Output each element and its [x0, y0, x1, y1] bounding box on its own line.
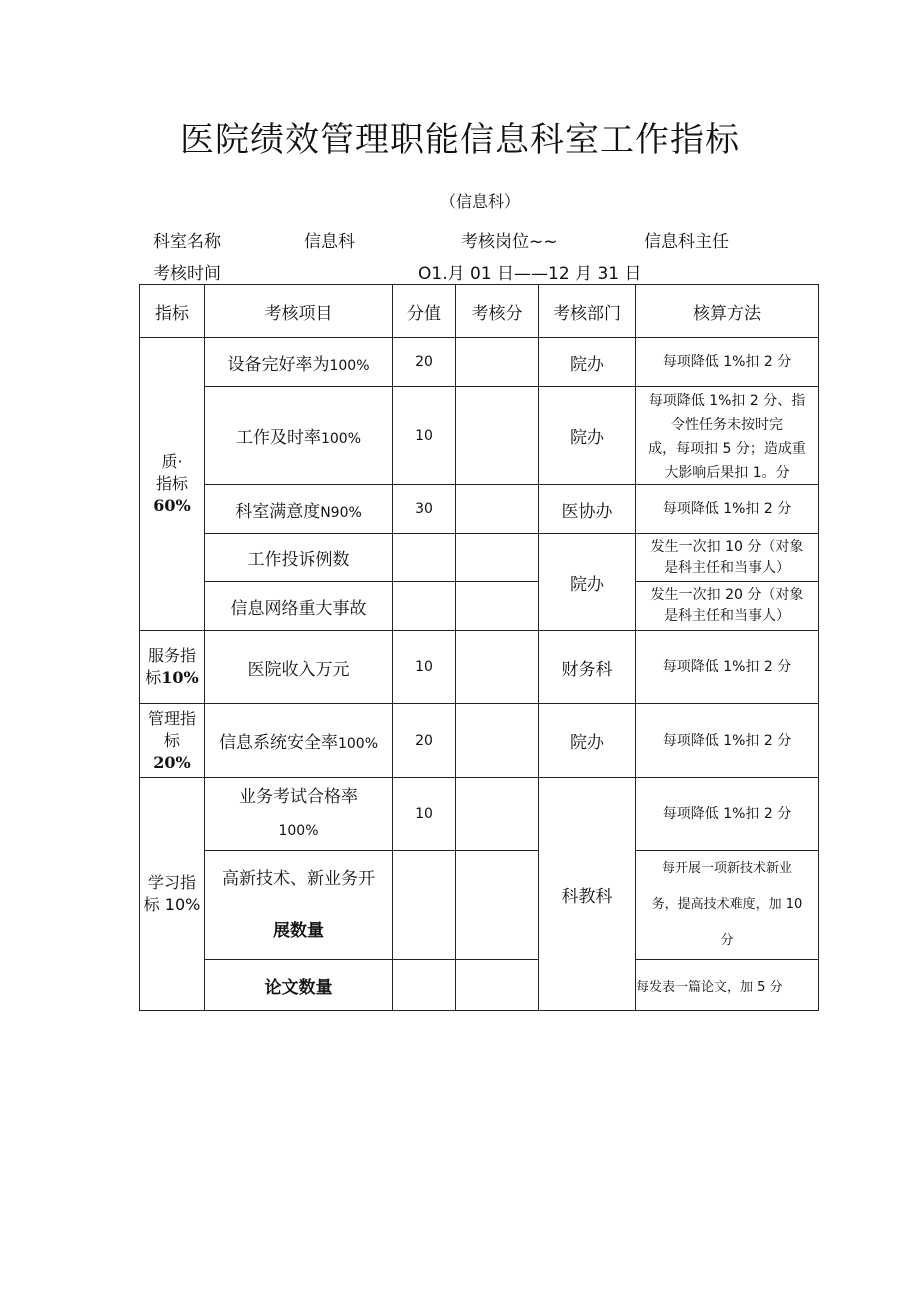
- table-row: [140, 387, 819, 485]
- assessed-score-cell[interactable]: [456, 534, 539, 582]
- item-cell: 工作及时率100%: [205, 387, 393, 485]
- table-row: [140, 960, 819, 1011]
- category-quality-line1: 质·: [161, 452, 183, 471]
- score-cell: [393, 582, 456, 631]
- dept-cell: 医协办: [539, 485, 636, 534]
- dept-cell: 院办: [539, 387, 636, 485]
- dept-name-value: 信息科: [304, 232, 355, 252]
- category-quality-line2: 指标: [155, 474, 188, 493]
- category-management-pct: 20%: [153, 752, 191, 772]
- page-subtitle: （信息科）: [439, 192, 520, 211]
- assessed-score-cell[interactable]: [456, 338, 539, 387]
- header-score: 分值: [393, 285, 456, 338]
- header-indicator: 指标: [140, 285, 205, 338]
- dept-cell: 院办: [539, 338, 636, 387]
- assessed-score-cell[interactable]: [456, 960, 539, 1011]
- score-cell: 30: [393, 485, 456, 534]
- table-row: [140, 631, 819, 704]
- time-label: 考核时间: [153, 264, 221, 284]
- item-cell: 设备完好率为100%: [205, 338, 393, 387]
- table-row: [140, 582, 819, 631]
- method-cell: 发生一次扣 10 分（对象 是科主任和当事人）: [636, 534, 819, 582]
- score-cell: 10: [393, 778, 456, 851]
- assessed-score-cell[interactable]: [456, 704, 539, 778]
- dept-cell: 院办: [539, 534, 636, 631]
- assessed-score-cell[interactable]: [456, 387, 539, 485]
- item-cell: 论文数量: [205, 960, 393, 1011]
- table-row: [140, 534, 819, 582]
- table-row: [140, 778, 819, 851]
- assessed-score-cell[interactable]: [456, 582, 539, 631]
- category-quality-pct: 60%: [153, 496, 191, 515]
- dept-name-label: 科室名称: [153, 232, 221, 252]
- dept-cell: 科教科: [539, 778, 636, 1011]
- header-item: 考核项目: [205, 285, 393, 338]
- method-cell: 每发表一篇论文，加 5 分: [636, 960, 819, 1011]
- item-cell: 信息网络重大事故: [205, 582, 393, 631]
- method-cell: 每项降低 1%扣 2 分: [636, 338, 819, 387]
- score-cell: 10: [393, 387, 456, 485]
- post-value: 信息科主任: [644, 232, 729, 252]
- item-cell: 高新技术、新业务开 展数量: [205, 851, 393, 960]
- score-cell: 20: [393, 704, 456, 778]
- dept-cell: 财务科: [539, 631, 636, 704]
- header-dept: 考核部门: [539, 285, 636, 338]
- item-cell: 科室满意度N90%: [205, 485, 393, 534]
- assessed-score-cell[interactable]: [456, 778, 539, 851]
- post-label: 考核岗位~~: [461, 232, 558, 252]
- table-row: [140, 338, 819, 387]
- category-learning-line2: 标 10%: [143, 895, 201, 914]
- method-cell: 每项降低 1%扣 2 分: [636, 485, 819, 534]
- assessed-score-cell[interactable]: [456, 851, 539, 960]
- score-cell: 20: [393, 338, 456, 387]
- method-cell: 每项降低 1%扣 2 分: [636, 631, 819, 704]
- method-cell: 每项降低 1%扣 2 分: [636, 704, 819, 778]
- score-cell: [393, 851, 456, 960]
- score-cell: [393, 534, 456, 582]
- table-row: [140, 704, 819, 778]
- assessed-score-cell[interactable]: [456, 485, 539, 534]
- indicator-table: [139, 284, 819, 1011]
- table-row: [140, 851, 819, 960]
- category-service-pct: 10%: [161, 668, 199, 687]
- table-row: [140, 485, 819, 534]
- score-cell: 10: [393, 631, 456, 704]
- page-title: 医院绩效管理职能信息科室工作指标: [180, 120, 740, 160]
- score-cell: [393, 960, 456, 1011]
- category-service-line1: 服务指: [147, 646, 196, 665]
- category-service: 服务指 标10%: [140, 631, 205, 704]
- category-learning-line1: 学习指: [147, 873, 196, 892]
- method-cell: 每项降低 1%扣 2 分、指 令性任务未按时完 成，每项扣 5 分；造成重 大影响后果扣 1。分: [636, 387, 819, 485]
- category-management-line2: 标: [163, 730, 180, 750]
- header-assessed-score: 考核分: [456, 285, 539, 338]
- item-cell: 工作投诉例数: [205, 534, 393, 582]
- header-method: 核算方法: [636, 285, 819, 338]
- method-cell: 每项降低 1%扣 2 分: [636, 778, 819, 851]
- method-cell: 发生一次扣 20 分（对象 是科主任和当事人）: [636, 582, 819, 631]
- item-cell: 业务考试合格率 100%: [205, 778, 393, 851]
- dept-cell: 院办: [539, 704, 636, 778]
- method-cell: 每开展一项新技术新业 务，提高技术难度，加 10 分: [636, 851, 819, 960]
- time-value: O1.月 01 日——12 月 31 日: [418, 264, 642, 284]
- category-quality: [140, 338, 205, 631]
- category-learning: [140, 778, 205, 1011]
- category-management: [140, 704, 205, 778]
- item-cell: 信息系统安全率100%: [205, 704, 393, 778]
- table-header-row: [140, 285, 819, 338]
- item-cell: 医院收入万元: [205, 631, 393, 704]
- category-management-line1: 管理指: [147, 708, 196, 728]
- assessed-score-cell[interactable]: [456, 631, 539, 704]
